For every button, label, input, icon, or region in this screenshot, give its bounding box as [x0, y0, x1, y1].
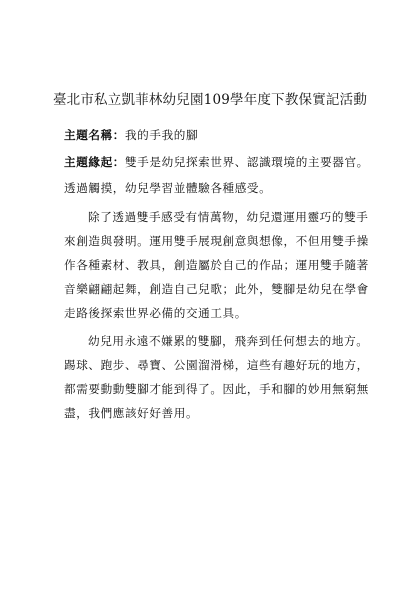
paragraph1-line-3: 作各種素材、教具，創造屬於自己的作品；運用雙手隨著 — [64, 258, 369, 272]
theme-name-line — [64, 127, 198, 143]
paragraph1-line-5: 走路後探索世界必備的交通工具。 — [64, 306, 247, 320]
theme-origin-value: 雙手是幼兒探索世界、認識環境的主要器官。 — [124, 155, 369, 169]
paragraph2-line-3: 都需要動動雙腳才能到得了。因此，手和腳的妙用無窮無 — [64, 382, 369, 396]
paragraph2-line-1: 幼兒用永遠不嫌累的雙腳，飛奔到任何想去的地方。 — [88, 334, 369, 348]
paragraph1-line-4: 音樂翩翩起舞，創造自己兒歌；此外，雙腳是幼兒在學會 — [64, 282, 369, 296]
theme-name-label: 主題名稱： — [64, 128, 125, 142]
theme-origin-label: 主題緣起： — [64, 155, 125, 169]
paragraph1-line-2: 來創造與發明。運用雙手展現創意與想像，不但用雙手操 — [64, 234, 369, 248]
paragraph1-line-1: 除了透過雙手感受有情萬物，幼兒還運用靈巧的雙手 — [88, 210, 369, 224]
paragraph2-line-2: 踢球、跑步、尋寶、公園溜滑梯，這些有趣好玩的地方， — [64, 358, 369, 372]
theme-name-value: 我的手我的腳 — [124, 128, 199, 142]
theme-origin-line — [64, 154, 369, 170]
document-title: 臺北市私立凱菲林幼兒園109學年度下教保實記活動 — [52, 92, 368, 108]
origin-line-2: 透過觸摸，幼兒學習並體驗各種感受。 — [64, 181, 272, 195]
paragraph2-line-4: 盡，我們應該好好善用。 — [64, 406, 199, 420]
